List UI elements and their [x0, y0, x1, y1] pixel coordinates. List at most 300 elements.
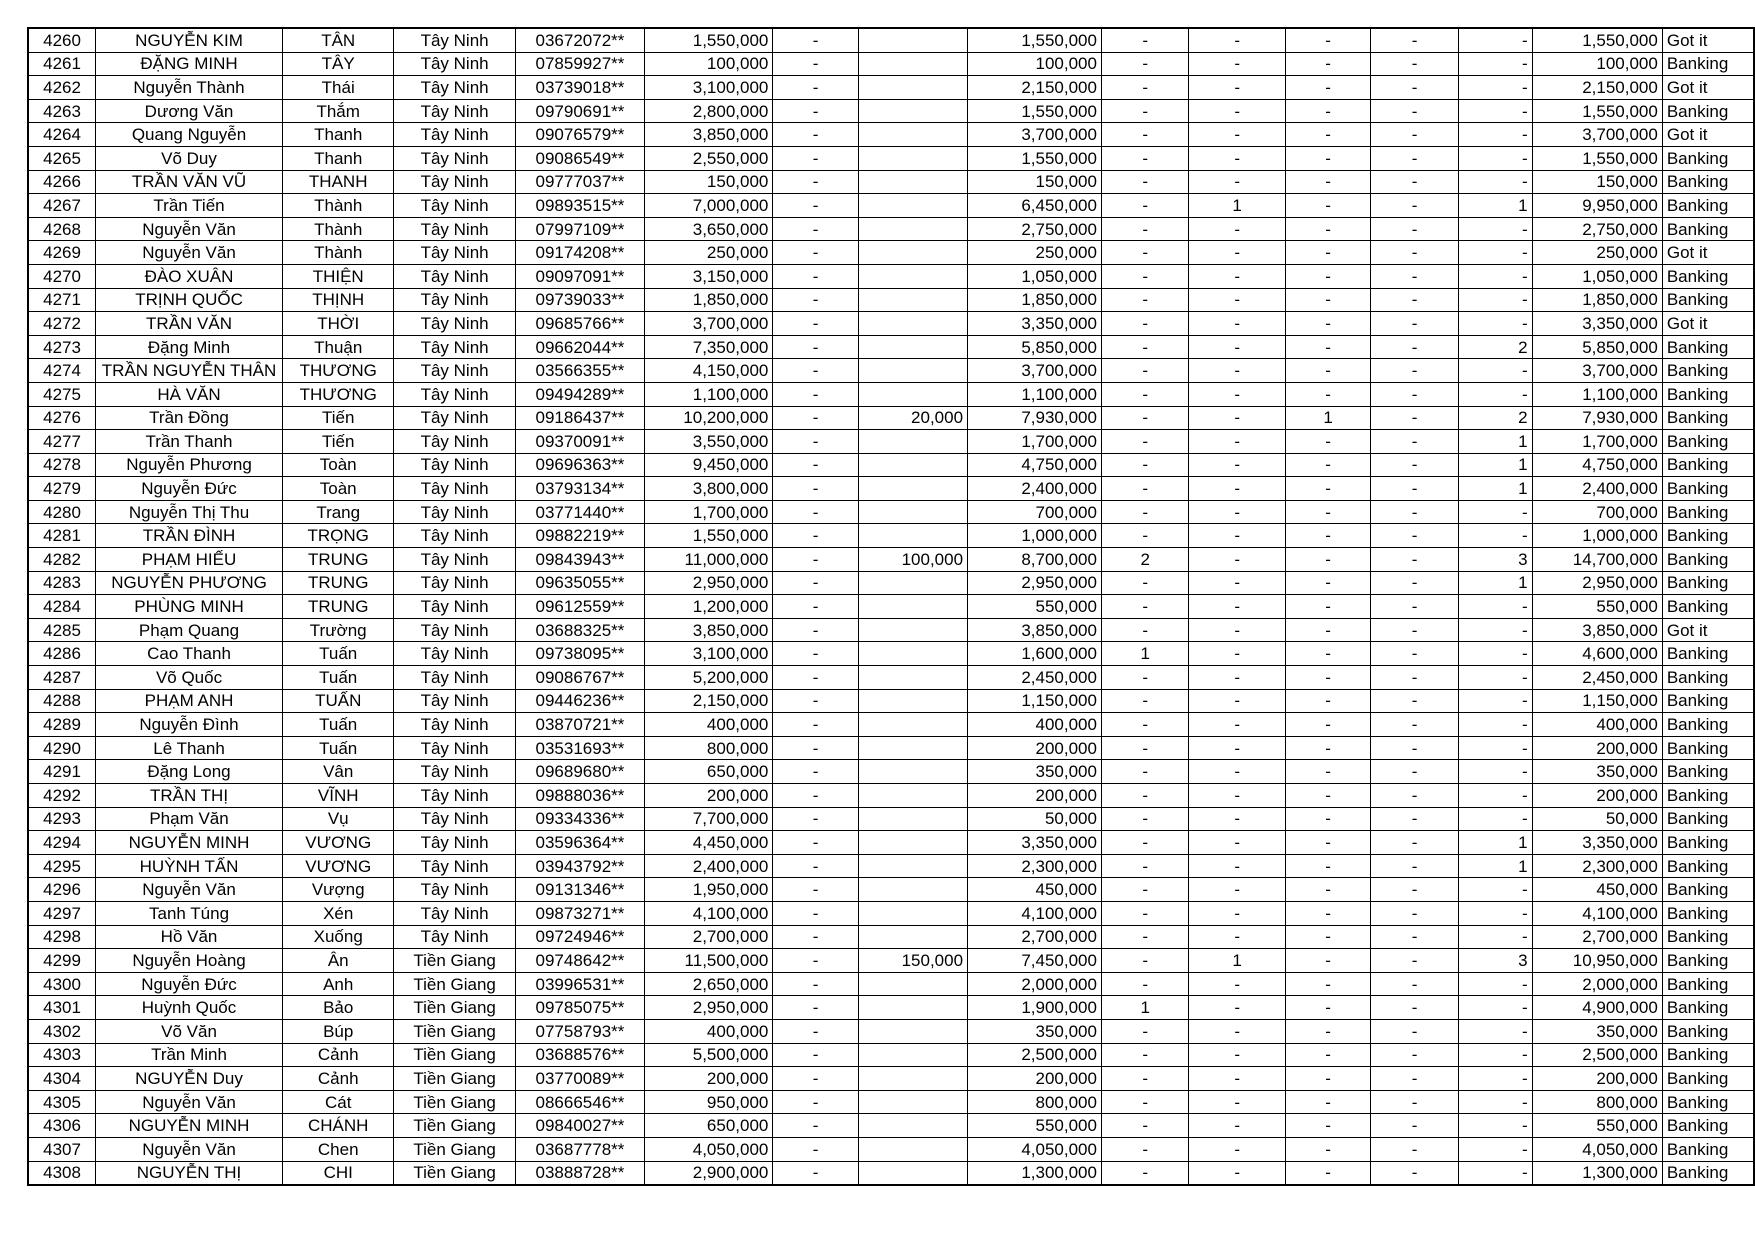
- given-name-cell: THỊNH: [282, 288, 393, 312]
- table-row: [28, 1161, 1754, 1185]
- row-number-cell: 4276: [28, 406, 96, 430]
- count-cell-1: -: [1101, 1043, 1189, 1067]
- total-amount-cell: 1,150,000: [1532, 689, 1662, 713]
- count-cell-5: -: [1458, 713, 1532, 737]
- payment-method-cell: Banking: [1662, 382, 1754, 406]
- row-number-cell: 4270: [28, 264, 96, 288]
- count-cell-5: 1: [1458, 571, 1532, 595]
- payment-method-cell: Banking: [1662, 807, 1754, 831]
- family-name-cell: Võ Quốc: [96, 666, 283, 690]
- count-cell-4: -: [1371, 194, 1458, 218]
- dash-cell: -: [773, 1114, 858, 1138]
- extra-amount-cell: [858, 736, 967, 760]
- payment-method-cell: Banking: [1662, 170, 1754, 194]
- given-name-cell: Thành: [282, 194, 393, 218]
- count-cell-2: -: [1189, 1019, 1285, 1043]
- amount-cell: 2,150,000: [645, 689, 773, 713]
- row-number-cell: 4289: [28, 713, 96, 737]
- count-cell-4: -: [1371, 760, 1458, 784]
- count-cell-4: -: [1371, 666, 1458, 690]
- count-cell-2: -: [1189, 713, 1285, 737]
- row-number-cell: 4271: [28, 288, 96, 312]
- table-row: [28, 1019, 1754, 1043]
- row-number-cell: 4301: [28, 996, 96, 1020]
- data-table: [27, 27, 1755, 1186]
- dash-cell: -: [773, 548, 858, 572]
- count-cell-5: 3: [1458, 949, 1532, 973]
- given-name-cell: TRUNG: [282, 595, 393, 619]
- payment-method-cell: Banking: [1662, 194, 1754, 218]
- amount-cell: 1,550,000: [645, 28, 773, 52]
- family-name-cell: Võ Văn: [96, 1019, 283, 1043]
- paid-amount-cell: 1,050,000: [968, 264, 1102, 288]
- family-name-cell: Nguyễn Phương: [96, 453, 283, 477]
- total-amount-cell: 400,000: [1532, 713, 1662, 737]
- amount-cell: 9,450,000: [645, 453, 773, 477]
- payment-method-cell: Got it: [1662, 312, 1754, 336]
- payment-method-cell: Banking: [1662, 477, 1754, 501]
- extra-amount-cell: [858, 689, 967, 713]
- amount-cell: 3,850,000: [645, 123, 773, 147]
- table-row: [28, 1067, 1754, 1091]
- family-name-cell: ĐẶNG MINH: [96, 52, 283, 76]
- total-amount-cell: 250,000: [1532, 241, 1662, 265]
- count-cell-4: -: [1371, 784, 1458, 808]
- payment-method-cell: Banking: [1662, 996, 1754, 1020]
- extra-amount-cell: [858, 1114, 967, 1138]
- table-row: [28, 453, 1754, 477]
- family-name-cell: Nguyễn Văn: [96, 217, 283, 241]
- dash-cell: -: [773, 901, 858, 925]
- amount-cell: 2,400,000: [645, 854, 773, 878]
- count-cell-3: -: [1285, 1114, 1371, 1138]
- row-number-cell: 4282: [28, 548, 96, 572]
- payment-method-cell: Banking: [1662, 1090, 1754, 1114]
- phone-cell: 09086549**: [515, 146, 644, 170]
- amount-cell: 4,150,000: [645, 359, 773, 383]
- count-cell-4: -: [1371, 264, 1458, 288]
- count-cell-2: -: [1189, 453, 1285, 477]
- family-name-cell: TRẦN NGUYỄN THÂN: [96, 359, 283, 383]
- count-cell-5: -: [1458, 1137, 1532, 1161]
- paid-amount-cell: 1,600,000: [968, 642, 1102, 666]
- count-cell-1: -: [1101, 925, 1189, 949]
- count-cell-5: -: [1458, 736, 1532, 760]
- phone-cell: 07997109**: [515, 217, 644, 241]
- given-name-cell: Anh: [282, 972, 393, 996]
- count-cell-3: -: [1285, 359, 1371, 383]
- row-number-cell: 4281: [28, 524, 96, 548]
- table-row: [28, 500, 1754, 524]
- extra-amount-cell: [858, 241, 967, 265]
- count-cell-3: -: [1285, 264, 1371, 288]
- province-cell: Tây Ninh: [394, 123, 515, 147]
- table-row: [28, 831, 1754, 855]
- province-cell: Tây Ninh: [394, 831, 515, 855]
- payment-method-cell: Banking: [1662, 500, 1754, 524]
- phone-cell: 03870721**: [515, 713, 644, 737]
- count-cell-4: -: [1371, 28, 1458, 52]
- count-cell-4: -: [1371, 1043, 1458, 1067]
- count-cell-3: -: [1285, 430, 1371, 454]
- amount-cell: 200,000: [645, 784, 773, 808]
- dash-cell: -: [773, 123, 858, 147]
- count-cell-4: -: [1371, 831, 1458, 855]
- count-cell-4: -: [1371, 595, 1458, 619]
- row-number-cell: 4267: [28, 194, 96, 218]
- count-cell-3: -: [1285, 52, 1371, 76]
- count-cell-3: -: [1285, 28, 1371, 52]
- paid-amount-cell: 200,000: [968, 736, 1102, 760]
- given-name-cell: Búp: [282, 1019, 393, 1043]
- table-row: [28, 642, 1754, 666]
- family-name-cell: Nguyễn Văn: [96, 241, 283, 265]
- payment-method-cell: Banking: [1662, 784, 1754, 808]
- amount-cell: 200,000: [645, 1067, 773, 1091]
- count-cell-3: -: [1285, 241, 1371, 265]
- given-name-cell: Thành: [282, 241, 393, 265]
- count-cell-5: -: [1458, 1114, 1532, 1138]
- amount-cell: 4,450,000: [645, 831, 773, 855]
- amount-cell: 100,000: [645, 52, 773, 76]
- count-cell-4: -: [1371, 217, 1458, 241]
- total-amount-cell: 3,350,000: [1532, 312, 1662, 336]
- payment-method-cell: Banking: [1662, 571, 1754, 595]
- family-name-cell: ĐÀO XUÂN: [96, 264, 283, 288]
- dash-cell: -: [773, 736, 858, 760]
- payment-method-cell: Banking: [1662, 1043, 1754, 1067]
- dash-cell: -: [773, 264, 858, 288]
- count-cell-1: -: [1101, 949, 1189, 973]
- amount-cell: 5,500,000: [645, 1043, 773, 1067]
- count-cell-4: -: [1371, 1161, 1458, 1185]
- count-cell-3: -: [1285, 1067, 1371, 1091]
- count-cell-3: -: [1285, 1090, 1371, 1114]
- province-cell: Tây Ninh: [394, 595, 515, 619]
- row-number-cell: 4308: [28, 1161, 96, 1185]
- table-row: [28, 571, 1754, 595]
- phone-cell: 03688325**: [515, 618, 644, 642]
- table-row: [28, 618, 1754, 642]
- paid-amount-cell: 1,150,000: [968, 689, 1102, 713]
- given-name-cell: TRUNG: [282, 571, 393, 595]
- phone-cell: 09893515**: [515, 194, 644, 218]
- given-name-cell: Thái: [282, 76, 393, 100]
- table-row: [28, 925, 1754, 949]
- phone-cell: 09696363**: [515, 453, 644, 477]
- extra-amount-cell: 100,000: [858, 548, 967, 572]
- extra-amount-cell: [858, 618, 967, 642]
- count-cell-1: 2: [1101, 548, 1189, 572]
- row-number-cell: 4303: [28, 1043, 96, 1067]
- count-cell-1: -: [1101, 1161, 1189, 1185]
- total-amount-cell: 800,000: [1532, 1090, 1662, 1114]
- province-cell: Tiền Giang: [394, 1090, 515, 1114]
- province-cell: Tây Ninh: [394, 335, 515, 359]
- count-cell-5: 1: [1458, 477, 1532, 501]
- extra-amount-cell: [858, 1019, 967, 1043]
- extra-amount-cell: [858, 1043, 967, 1067]
- count-cell-2: -: [1189, 831, 1285, 855]
- row-number-cell: 4263: [28, 99, 96, 123]
- dash-cell: -: [773, 618, 858, 642]
- count-cell-2: -: [1189, 878, 1285, 902]
- amount-cell: 3,100,000: [645, 76, 773, 100]
- count-cell-5: 1: [1458, 453, 1532, 477]
- count-cell-4: -: [1371, 972, 1458, 996]
- count-cell-5: -: [1458, 1067, 1532, 1091]
- payment-method-cell: Banking: [1662, 1137, 1754, 1161]
- count-cell-1: -: [1101, 831, 1189, 855]
- count-cell-3: -: [1285, 996, 1371, 1020]
- table-row: [28, 170, 1754, 194]
- count-cell-2: -: [1189, 359, 1285, 383]
- payment-method-cell: Banking: [1662, 949, 1754, 973]
- count-cell-5: -: [1458, 264, 1532, 288]
- given-name-cell: Tuấn: [282, 736, 393, 760]
- amount-cell: 950,000: [645, 1090, 773, 1114]
- row-number-cell: 4285: [28, 618, 96, 642]
- count-cell-4: -: [1371, 99, 1458, 123]
- phone-cell: 09888036**: [515, 784, 644, 808]
- count-cell-2: 1: [1189, 949, 1285, 973]
- total-amount-cell: 2,150,000: [1532, 76, 1662, 100]
- payment-method-cell: Banking: [1662, 642, 1754, 666]
- given-name-cell: Tiến: [282, 406, 393, 430]
- paid-amount-cell: 700,000: [968, 500, 1102, 524]
- province-cell: Tiền Giang: [394, 1019, 515, 1043]
- family-name-cell: Nguyễn Văn: [96, 878, 283, 902]
- phone-cell: 03943792**: [515, 854, 644, 878]
- count-cell-3: 1: [1285, 406, 1371, 430]
- count-cell-2: -: [1189, 901, 1285, 925]
- payment-method-cell: Banking: [1662, 359, 1754, 383]
- province-cell: Tây Ninh: [394, 241, 515, 265]
- amount-cell: 1,200,000: [645, 595, 773, 619]
- family-name-cell: Đặng Long: [96, 760, 283, 784]
- dash-cell: -: [773, 831, 858, 855]
- amount-cell: 3,700,000: [645, 312, 773, 336]
- table-row: [28, 736, 1754, 760]
- phone-cell: 07758793**: [515, 1019, 644, 1043]
- count-cell-2: -: [1189, 52, 1285, 76]
- table-row: [28, 878, 1754, 902]
- count-cell-1: -: [1101, 807, 1189, 831]
- family-name-cell: Nguyễn Đức: [96, 972, 283, 996]
- province-cell: Tây Ninh: [394, 28, 515, 52]
- count-cell-2: -: [1189, 123, 1285, 147]
- count-cell-3: -: [1285, 1043, 1371, 1067]
- row-number-cell: 4302: [28, 1019, 96, 1043]
- count-cell-4: -: [1371, 1114, 1458, 1138]
- count-cell-1: -: [1101, 28, 1189, 52]
- paid-amount-cell: 1,100,000: [968, 382, 1102, 406]
- family-name-cell: TRẦN ĐÌNH: [96, 524, 283, 548]
- phone-cell: 09777037**: [515, 170, 644, 194]
- count-cell-1: -: [1101, 76, 1189, 100]
- table-row: [28, 76, 1754, 100]
- family-name-cell: PHẠM ANH: [96, 689, 283, 713]
- count-cell-4: -: [1371, 925, 1458, 949]
- given-name-cell: Tuấn: [282, 713, 393, 737]
- total-amount-cell: 2,500,000: [1532, 1043, 1662, 1067]
- count-cell-2: -: [1189, 807, 1285, 831]
- count-cell-5: -: [1458, 217, 1532, 241]
- province-cell: Tây Ninh: [394, 359, 515, 383]
- table-row: [28, 241, 1754, 265]
- dash-cell: -: [773, 571, 858, 595]
- phone-cell: 03739018**: [515, 76, 644, 100]
- total-amount-cell: 1,550,000: [1532, 28, 1662, 52]
- family-name-cell: Phạm Quang: [96, 618, 283, 642]
- given-name-cell: CHÁNH: [282, 1114, 393, 1138]
- phone-cell: 03688576**: [515, 1043, 644, 1067]
- given-name-cell: VƯƠNG: [282, 854, 393, 878]
- family-name-cell: PHẠM HIẾU: [96, 548, 283, 572]
- total-amount-cell: 700,000: [1532, 500, 1662, 524]
- count-cell-1: -: [1101, 571, 1189, 595]
- paid-amount-cell: 3,850,000: [968, 618, 1102, 642]
- count-cell-3: -: [1285, 618, 1371, 642]
- dash-cell: -: [773, 1067, 858, 1091]
- count-cell-5: -: [1458, 689, 1532, 713]
- paid-amount-cell: 2,000,000: [968, 972, 1102, 996]
- given-name-cell: Thắm: [282, 99, 393, 123]
- paid-amount-cell: 3,700,000: [968, 123, 1102, 147]
- family-name-cell: NGUYỄN PHƯƠNG: [96, 571, 283, 595]
- phone-cell: 09076579**: [515, 123, 644, 147]
- table-row: [28, 99, 1754, 123]
- payment-method-cell: Got it: [1662, 76, 1754, 100]
- given-name-cell: Thuận: [282, 335, 393, 359]
- amount-cell: 5,200,000: [645, 666, 773, 690]
- amount-cell: 1,550,000: [645, 524, 773, 548]
- paid-amount-cell: 3,700,000: [968, 359, 1102, 383]
- phone-cell: 09685766**: [515, 312, 644, 336]
- family-name-cell: Nguyễn Đình: [96, 713, 283, 737]
- total-amount-cell: 4,600,000: [1532, 642, 1662, 666]
- province-cell: Tây Ninh: [394, 312, 515, 336]
- province-cell: Tiền Giang: [394, 1137, 515, 1161]
- family-name-cell: Đặng Minh: [96, 335, 283, 359]
- phone-cell: 03888728**: [515, 1161, 644, 1185]
- table-row: [28, 217, 1754, 241]
- amount-cell: 650,000: [645, 1114, 773, 1138]
- count-cell-4: -: [1371, 241, 1458, 265]
- count-cell-3: -: [1285, 1137, 1371, 1161]
- count-cell-1: -: [1101, 666, 1189, 690]
- province-cell: Tây Ninh: [394, 194, 515, 218]
- phone-cell: 03596364**: [515, 831, 644, 855]
- province-cell: Tây Ninh: [394, 288, 515, 312]
- count-cell-4: -: [1371, 430, 1458, 454]
- count-cell-4: -: [1371, 1137, 1458, 1161]
- amount-cell: 1,850,000: [645, 288, 773, 312]
- phone-cell: 09748642**: [515, 949, 644, 973]
- count-cell-4: -: [1371, 713, 1458, 737]
- extra-amount-cell: [858, 972, 967, 996]
- count-cell-5: -: [1458, 1043, 1532, 1067]
- extra-amount-cell: [858, 595, 967, 619]
- count-cell-3: -: [1285, 548, 1371, 572]
- amount-cell: 11,000,000: [645, 548, 773, 572]
- family-name-cell: Nguyễn Văn: [96, 1137, 283, 1161]
- count-cell-1: -: [1101, 146, 1189, 170]
- family-name-cell: TRỊNH QUỐC: [96, 288, 283, 312]
- family-name-cell: Trần Tiến: [96, 194, 283, 218]
- given-name-cell: Cát: [282, 1090, 393, 1114]
- count-cell-5: -: [1458, 76, 1532, 100]
- extra-amount-cell: [858, 713, 967, 737]
- count-cell-3: -: [1285, 925, 1371, 949]
- amount-cell: 3,550,000: [645, 430, 773, 454]
- table-row: [28, 1114, 1754, 1138]
- count-cell-5: -: [1458, 500, 1532, 524]
- table-row: [28, 901, 1754, 925]
- count-cell-3: -: [1285, 99, 1371, 123]
- count-cell-3: -: [1285, 76, 1371, 100]
- row-number-cell: 4286: [28, 642, 96, 666]
- row-number-cell: 4284: [28, 595, 96, 619]
- province-cell: Tây Ninh: [394, 642, 515, 666]
- family-name-cell: Tanh Túng: [96, 901, 283, 925]
- given-name-cell: Xén: [282, 901, 393, 925]
- count-cell-1: -: [1101, 335, 1189, 359]
- amount-cell: 2,800,000: [645, 99, 773, 123]
- count-cell-3: -: [1285, 500, 1371, 524]
- count-cell-4: -: [1371, 500, 1458, 524]
- table-row: [28, 28, 1754, 52]
- total-amount-cell: 150,000: [1532, 170, 1662, 194]
- row-number-cell: 4300: [28, 972, 96, 996]
- amount-cell: 1,950,000: [645, 878, 773, 902]
- family-name-cell: TRẦN VĂN: [96, 312, 283, 336]
- count-cell-5: -: [1458, 146, 1532, 170]
- dash-cell: -: [773, 382, 858, 406]
- province-cell: Tiền Giang: [394, 972, 515, 996]
- count-cell-1: -: [1101, 430, 1189, 454]
- extra-amount-cell: [858, 264, 967, 288]
- payment-method-cell: Banking: [1662, 146, 1754, 170]
- amount-cell: 400,000: [645, 1019, 773, 1043]
- count-cell-1: -: [1101, 878, 1189, 902]
- given-name-cell: Chen: [282, 1137, 393, 1161]
- payment-method-cell: Banking: [1662, 878, 1754, 902]
- row-number-cell: 4293: [28, 807, 96, 831]
- phone-cell: 03566355**: [515, 359, 644, 383]
- count-cell-2: -: [1189, 524, 1285, 548]
- amount-cell: 7,000,000: [645, 194, 773, 218]
- amount-cell: 3,800,000: [645, 477, 773, 501]
- table-row: [28, 760, 1754, 784]
- count-cell-4: -: [1371, 52, 1458, 76]
- amount-cell: 1,100,000: [645, 382, 773, 406]
- payment-method-cell: Banking: [1662, 760, 1754, 784]
- table-row: [28, 784, 1754, 808]
- count-cell-2: -: [1189, 618, 1285, 642]
- given-name-cell: Bảo: [282, 996, 393, 1020]
- family-name-cell: NGUYỄN Duy: [96, 1067, 283, 1091]
- count-cell-5: -: [1458, 123, 1532, 147]
- count-cell-1: -: [1101, 901, 1189, 925]
- extra-amount-cell: 150,000: [858, 949, 967, 973]
- payment-method-cell: Banking: [1662, 453, 1754, 477]
- extra-amount-cell: [858, 123, 967, 147]
- paid-amount-cell: 450,000: [968, 878, 1102, 902]
- count-cell-2: -: [1189, 548, 1285, 572]
- dash-cell: -: [773, 194, 858, 218]
- dash-cell: -: [773, 335, 858, 359]
